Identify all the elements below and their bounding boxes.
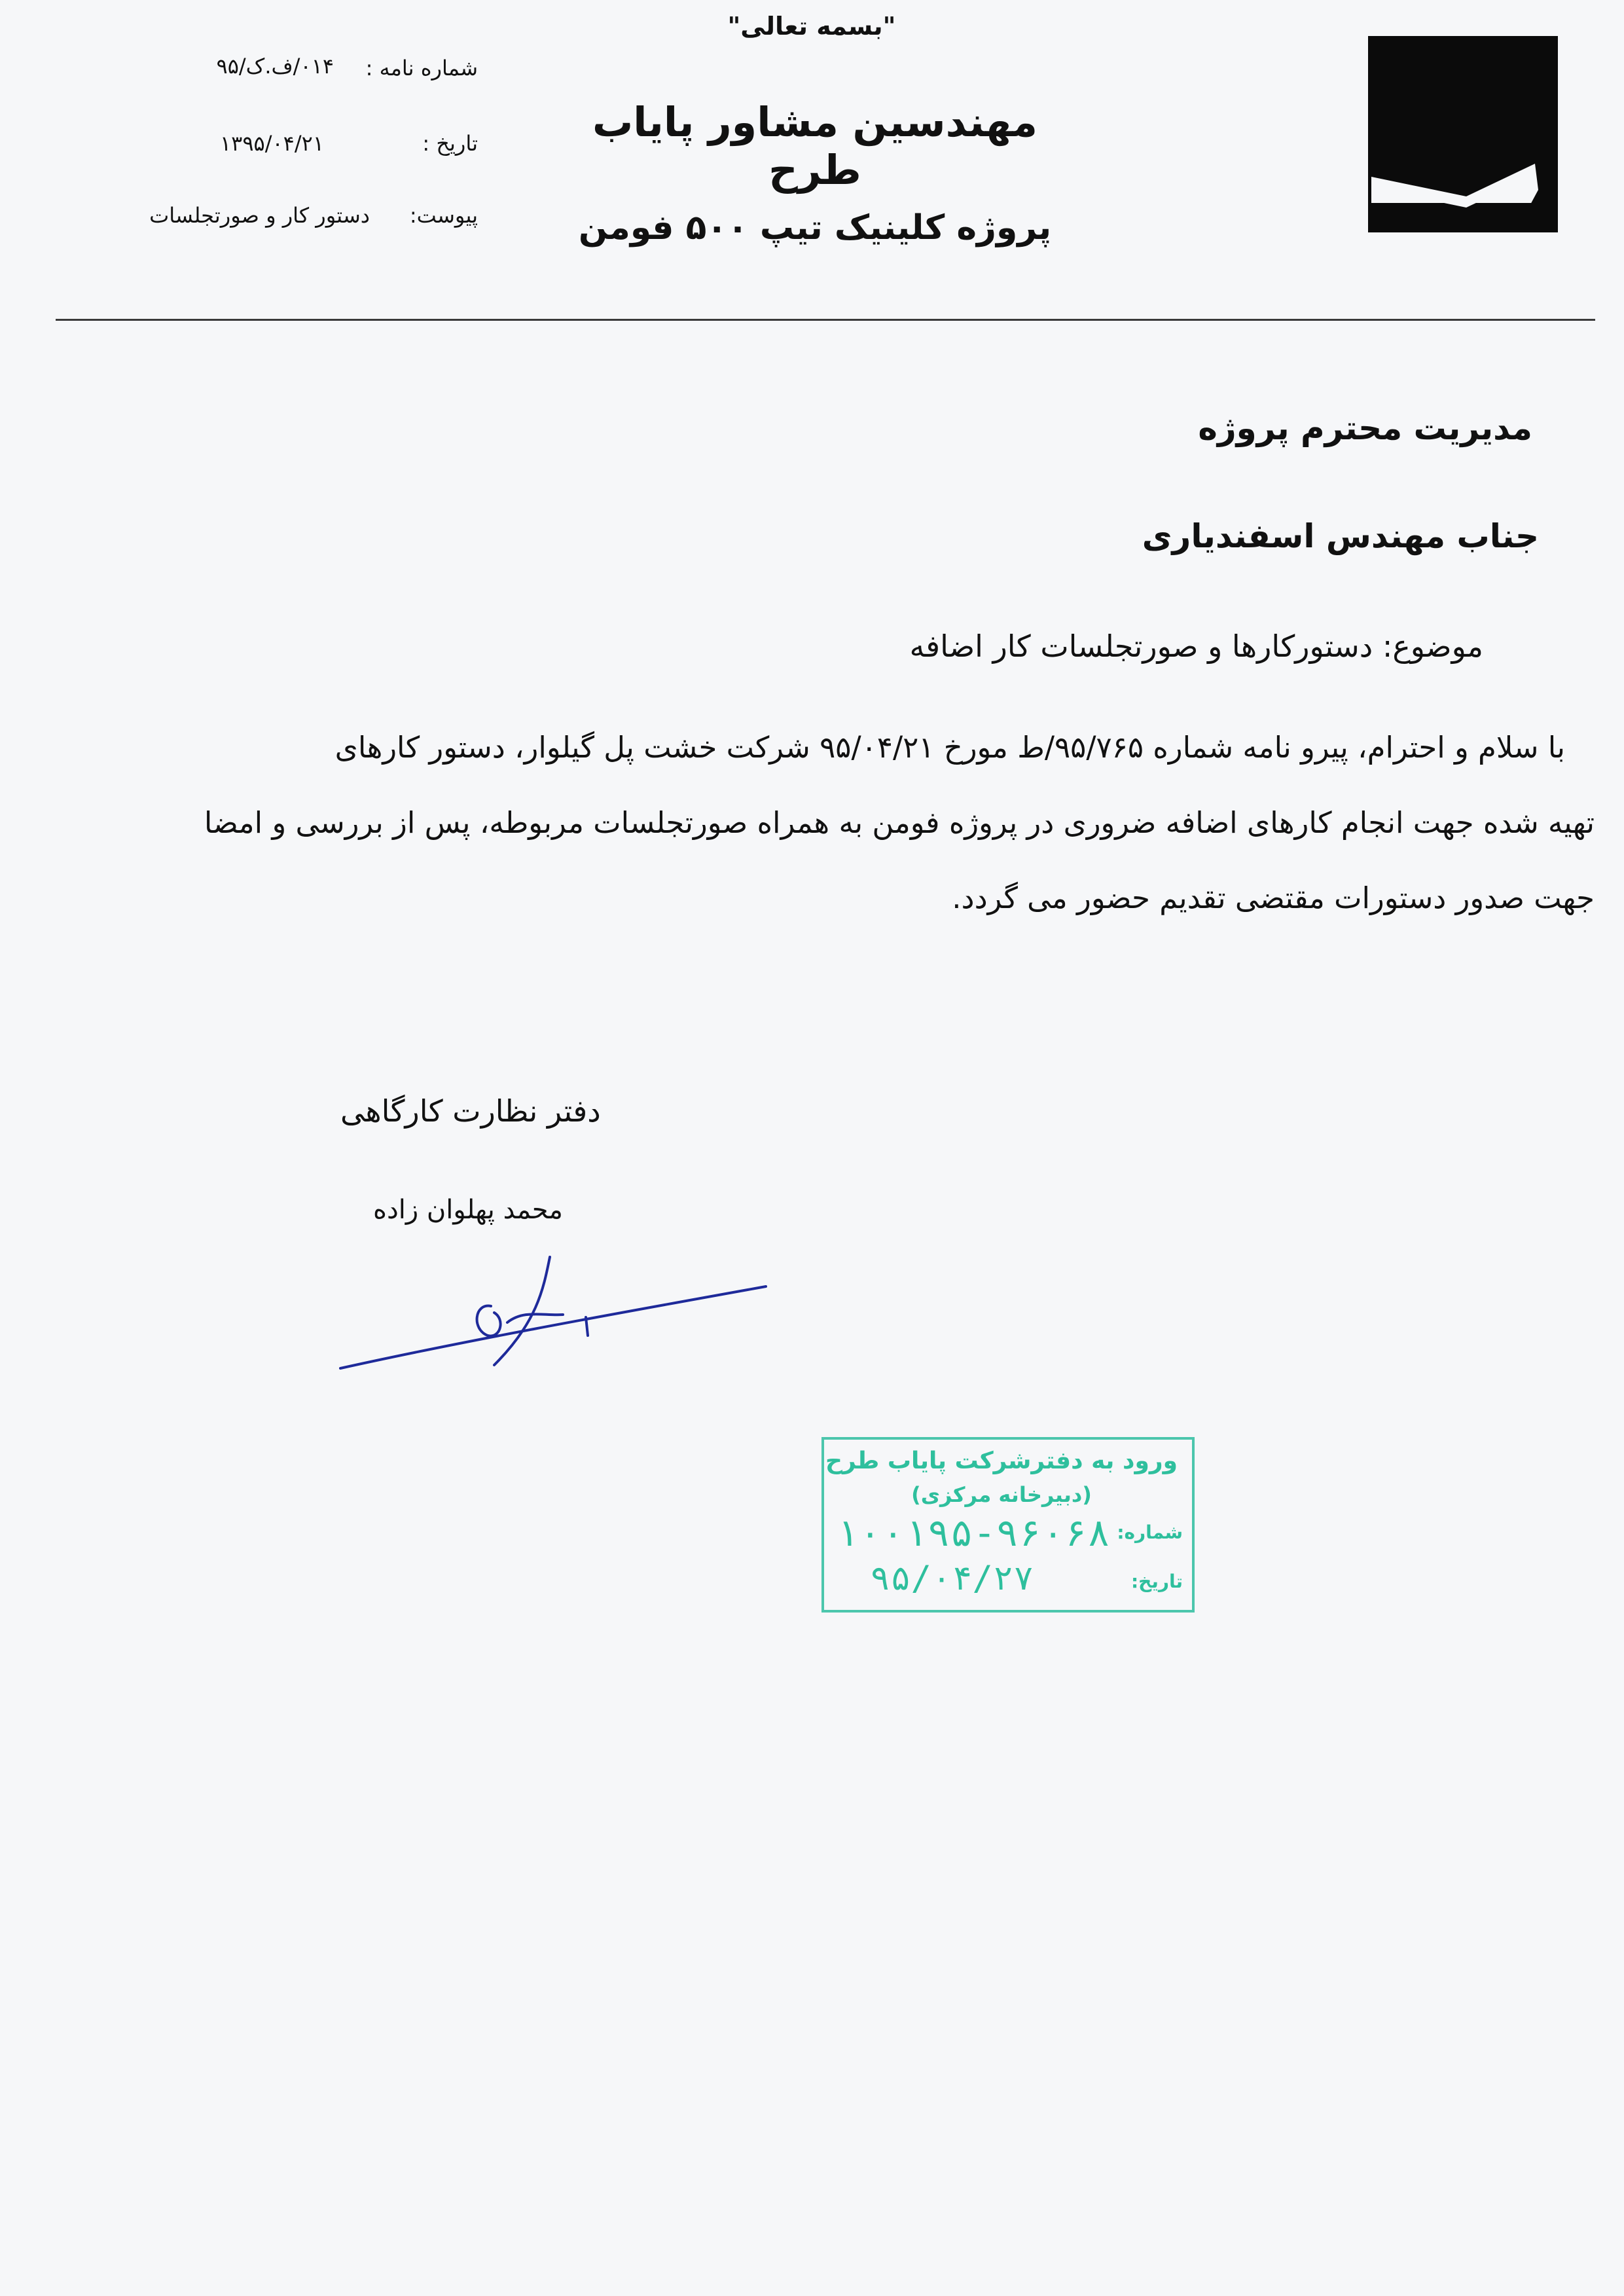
stamp-date-label: تاریخ: xyxy=(1130,1571,1183,1592)
invocation-text: "بسمه تعالی" xyxy=(727,12,896,41)
stamp-number-value: ۱۰۰۱۹۵-۹۶۰۶۸ xyxy=(836,1510,1111,1555)
stamp-date-value: ۹۵/۰۴/۲۷ xyxy=(870,1559,1034,1598)
body-line-2: تهیه شده جهت انجام کارهای اضافه ضروری در پروژه فومن به همراه صورتجلسات مربوطه، پس از بررسی و امضا xyxy=(204,805,1595,840)
attachment-value: دستور کار و صورتجلسات xyxy=(149,203,370,228)
company-name: مهندسین مشاور پایاب طرح xyxy=(592,98,1038,194)
date-label: تاریخ : xyxy=(422,131,478,156)
stamp-title: ورود به دفترشرکت پایاب طرح xyxy=(825,1448,1178,1474)
header-divider xyxy=(56,319,1595,321)
reception-stamp xyxy=(821,1437,1195,1613)
signoff-name: محمد پهلوان زاده xyxy=(373,1195,563,1225)
stamp-number-label: شماره: xyxy=(1117,1522,1183,1543)
recipient-line-2: جناب مهندس اسفندیاری xyxy=(1142,517,1539,555)
signature-mark xyxy=(327,1244,785,1388)
body-line-1: با سلام و احترام، پیرو نامه شماره ۹۵/۷۶۵/ط مورخ ۹۵/۰۴/۲۱ شرکت خشت پل گیلوار، دستور کارهای xyxy=(334,730,1565,765)
project-title: پروژه کلینیک تیپ ۵۰۰ فومن xyxy=(578,208,1052,247)
letter-number-label: شماره نامه : xyxy=(365,56,478,81)
body-line-3: جهت صدور دستورات مقتضی تقدیم حضور می گردد. xyxy=(952,881,1595,915)
recipient-line-1: مدیریت محترم پروژه xyxy=(1198,409,1532,447)
letter-number-value: ۰۱۴/ف.ک/۹۵ xyxy=(216,54,334,79)
date-value: ۱۳۹۵/۰۴/۲۱ xyxy=(219,131,324,156)
subject-line: موضوع: دستورکارها و صورتجلسات کار اضافه xyxy=(909,629,1483,664)
stamp-subtitle: (دبیرخانه مرکزی) xyxy=(911,1482,1092,1507)
attachment-label: پیوست: xyxy=(409,203,478,228)
company-logo xyxy=(1368,36,1558,232)
signoff-office: دفتر نظارت کارگاهی xyxy=(340,1093,601,1129)
